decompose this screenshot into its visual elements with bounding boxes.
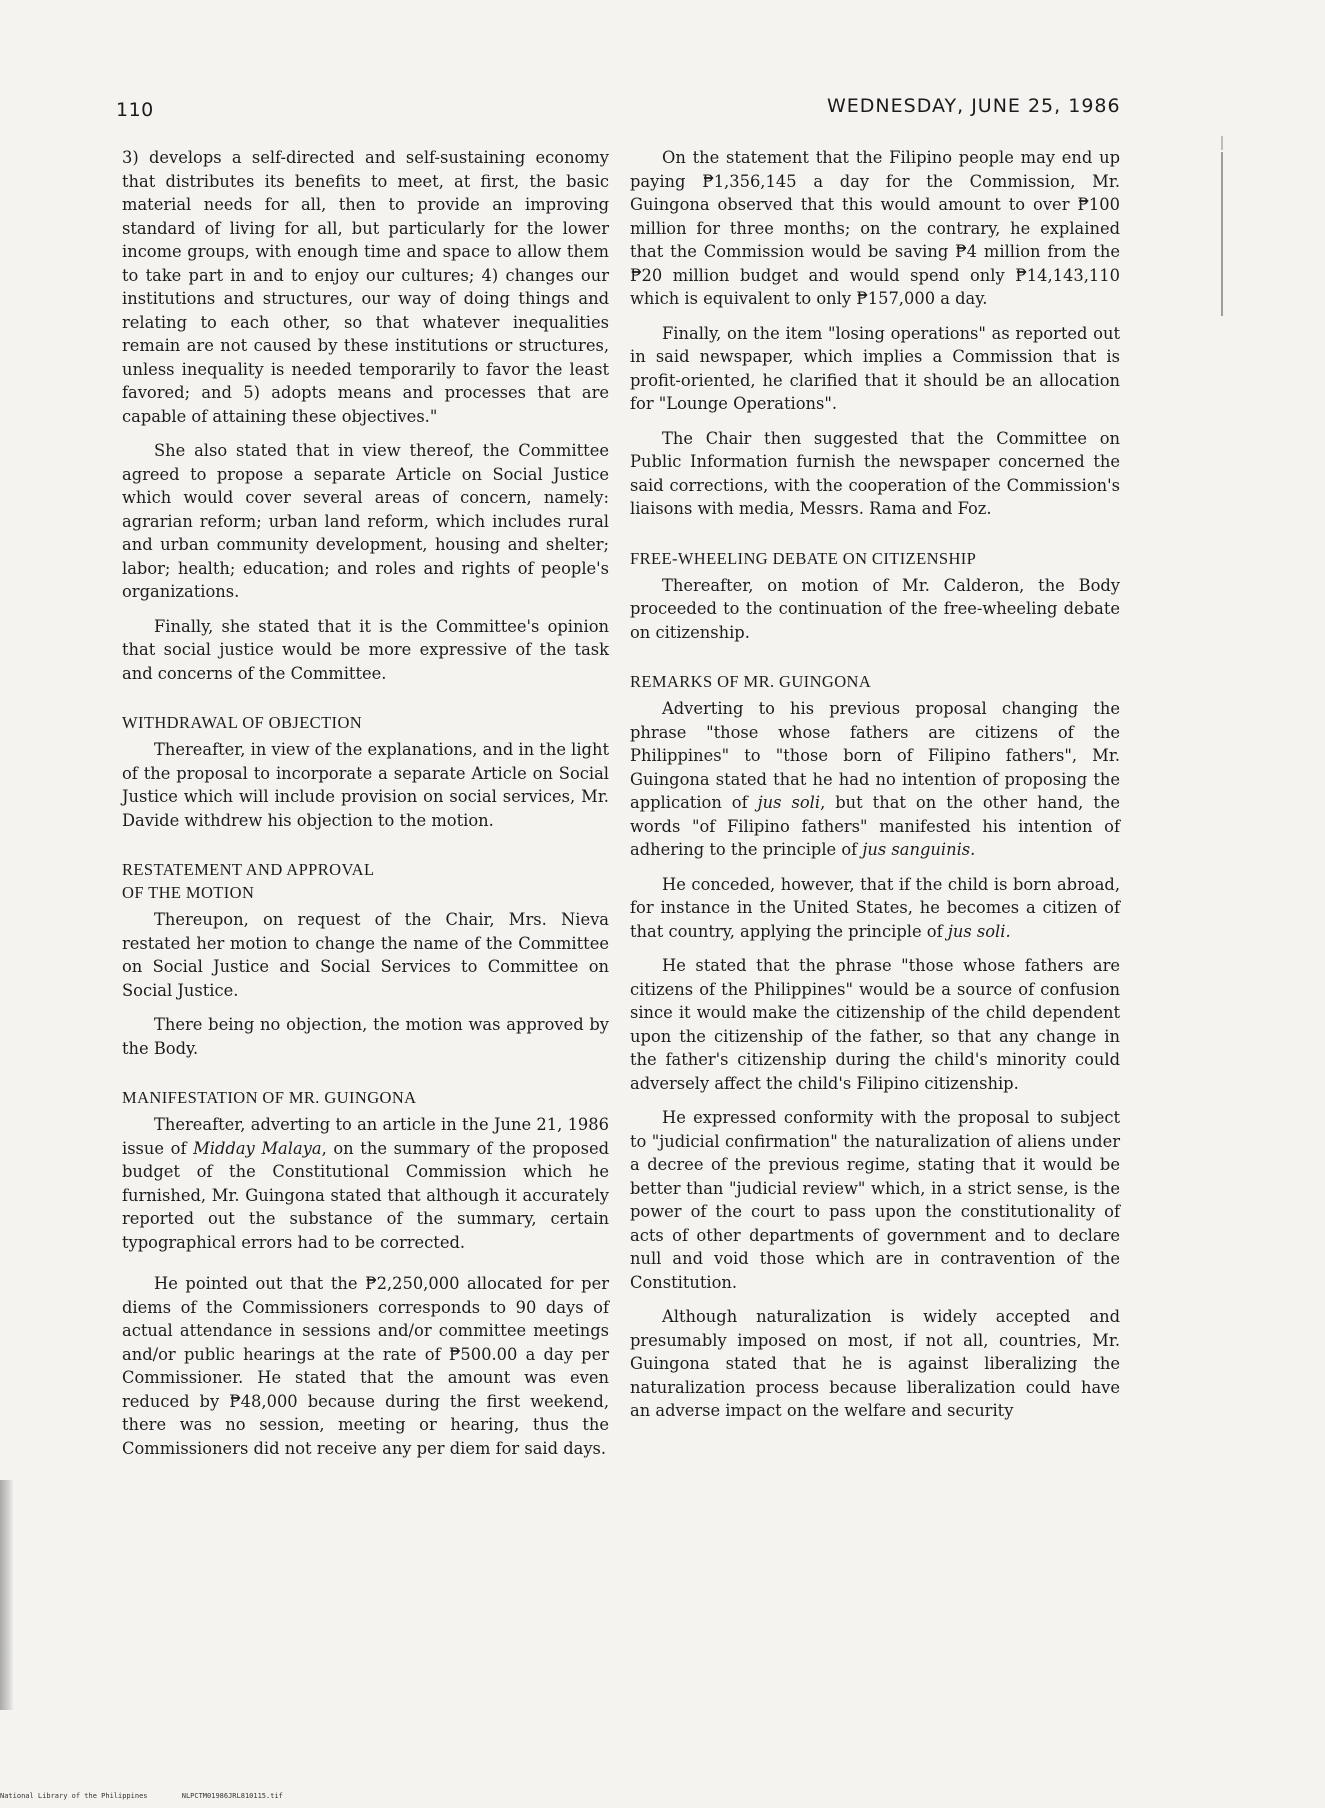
paragraph: Finally, on the item "losing operations" as reported out in said newspaper, which implies a Commission that is profit-oriented, he clarified that it should be an allocation for "Lounge Operations". <box>630 323 1120 413</box>
paragraph: Thereupon, on request of the Chair, Mrs. Nieva restated her motion to change the name of the Committee on Social Justice and Social Services to Committee on Social Justice. <box>122 910 609 1000</box>
heading-line: RESTATEMENT AND APPROVAL <box>122 860 375 879</box>
page-number: 110 <box>116 99 154 121</box>
paragraph <box>122 1113 609 1254</box>
paragraph: The Chair then suggested that the Committee on Public Information furnish the newspaper concerned the said corrections, with the cooperation of the Commission's liaisons with media, Messrs. Rama and Foz. <box>630 428 1120 518</box>
paragraph: 3) develops a self-directed and self-sustaining economy that distributes its benefits to meet, at first, the basic material needs for all, then to provide an improving standard of living for all, but particularly for the lower income groups, with enough time and space to allow them to take part in and to enjoy our cultures; 4) changes our institutions and structures, our way of doing things and relating to each other, so that whatever inequalities remain are not caused by these institutions or structures, unless inequality is needed temporarily to favor the least favored; and 5) adopts means and processes that are capable of attaining these objectives." <box>122 148 609 426</box>
text-run: He conceded, however, that if the child is born abroad, for instance in the United States, he becomes a citizen of that country, applying the principle of <box>630 874 1120 941</box>
heading-line: OF THE MOTION <box>122 883 255 902</box>
paragraph: He pointed out that the ₱2,250,000 allocated for per diems of the Commissioners corresponds to 90 days of actual attendance in sessions and/or committee meetings and/or public hearings at the rate of ₱500.00 a day per Commissioner. He stated that the amount was even reduced by ₱48,000 because during the first weekend, there was no session, meeting or hearing, thus the Commissioners did not receive any per diem for said days. <box>122 1274 609 1458</box>
paragraph: He expressed conformity with the proposal to subject to "judicial confirmation" the naturalization of aliens under a decree of the previous regime, stating that it would be better than "judicial review" which, in a strict sense, is the power of the court to pass upon the constitutionality of acts of other departments of government and to declare null and void those which are in contravention of the Constitution. <box>630 1108 1120 1292</box>
paragraph: She also stated that in view thereof, the Committee agreed to propose a separate Article on Social Justice which would cover several areas of concern, namely: agrarian reform; urban land reform, which includes rural and urban community development, housing and shelter; labor; health; education; and roles and rights of people's organizations. <box>122 441 609 601</box>
paragraph: Although naturalization is widely accepted and presumably imposed on most, if not all, countries, Mr. Guingona stated that he is against liberalizing the naturalization process because liberalization could have an adverse impact on the welfare and security <box>630 1307 1120 1420</box>
latin-term: jus sanguinis. <box>862 840 976 859</box>
paragraph: Finally, she stated that it is the Committee's opinion that social justice would be more expressive of the task and concerns of the Committee. <box>122 616 609 683</box>
paragraph: Thereafter, on motion of Mr. Calderon, the Body proceeded to the continuation of the free-wheeling debate on citizenship. <box>630 575 1120 642</box>
paragraph: There being no objection, the motion was approved by the Body. <box>122 1015 609 1058</box>
newspaper-title: Midday Malaya <box>193 1138 322 1158</box>
paragraph <box>630 697 1120 862</box>
footer-library: National Library of the Philippines <box>0 1792 148 1800</box>
section-heading-restatement <box>122 858 609 904</box>
latin-term: jus soli. <box>947 921 1011 941</box>
text-run: Adverting to his previous proposal changing the phrase "those whose fathers are citizens of the Philippines" to "those born of Filipino fathers", Mr. Guingona stated that he had no intention of proposing the application of <box>630 699 1120 812</box>
section-heading-manifestation: MANIFESTATION OF MR. GUINGONA <box>122 1088 417 1107</box>
scan-edge-shadow <box>0 1480 14 1710</box>
paragraph: He stated that the phrase "those whose fathers are citizens of the Philippines" would be a source of confusion since it would make the citizenship of the child dependent upon the citizenship of the father, so that any change in the father's citizenship during the child's minority could adversely affect the child's Filipino citizenship. <box>630 956 1120 1093</box>
scan-margin-mark <box>1221 136 1223 150</box>
text-run: Thereafter, adverting to an article in the June 21, 1986 issue of <box>122 1115 609 1158</box>
section-heading-debate: FREE-WHEELING DEBATE ON CITIZENSHIP <box>630 548 977 568</box>
right-column <box>630 146 1120 1434</box>
text-run: , but that on the other hand, the words "of Filipino fathers" manifested his intention of adhering to the principle of <box>630 793 1120 859</box>
scan-margin-line <box>1221 152 1223 316</box>
left-column <box>122 146 609 1471</box>
paragraph <box>630 873 1120 944</box>
text-run: , on the summary of the proposed budget of the Constitutional Commission which he furnished, Mr. Guingona stated that although it accurately reported out the substance of the summary, certain typographical errors had to be corrected. <box>122 1138 609 1252</box>
latin-term: jus soli <box>757 793 821 812</box>
page-date-header: WEDNESDAY, JUNE 25, 1986 <box>827 95 1121 117</box>
section-heading-remarks: REMARKS OF MR. GUINGONA <box>630 672 872 691</box>
footer-filename: NLPCTM01986JRL810115.tif <box>181 1792 283 1800</box>
paragraph: On the statement that the Filipino people may end up paying ₱1,356,145 a day for the Commission, Mr. Guingona observed that this would amount to over ₱100 million for three months; on the contrary, he explained that the Commission would be saving ₱4 million from the ₱20 million budget and would spend only ₱14,143,110 which is equivalent to only ₱157,000 a day. <box>630 148 1120 308</box>
paragraph: Thereafter, in view of the explanations, and in the light of the proposal to incorporate a separate Article on Social Justice which will include provision on social services, Mr. Davide withdrew his objection to the motion. <box>122 740 609 830</box>
scan-footer <box>0 1792 313 1800</box>
section-heading-withdrawal: WITHDRAWAL OF OBJECTION <box>122 713 363 732</box>
